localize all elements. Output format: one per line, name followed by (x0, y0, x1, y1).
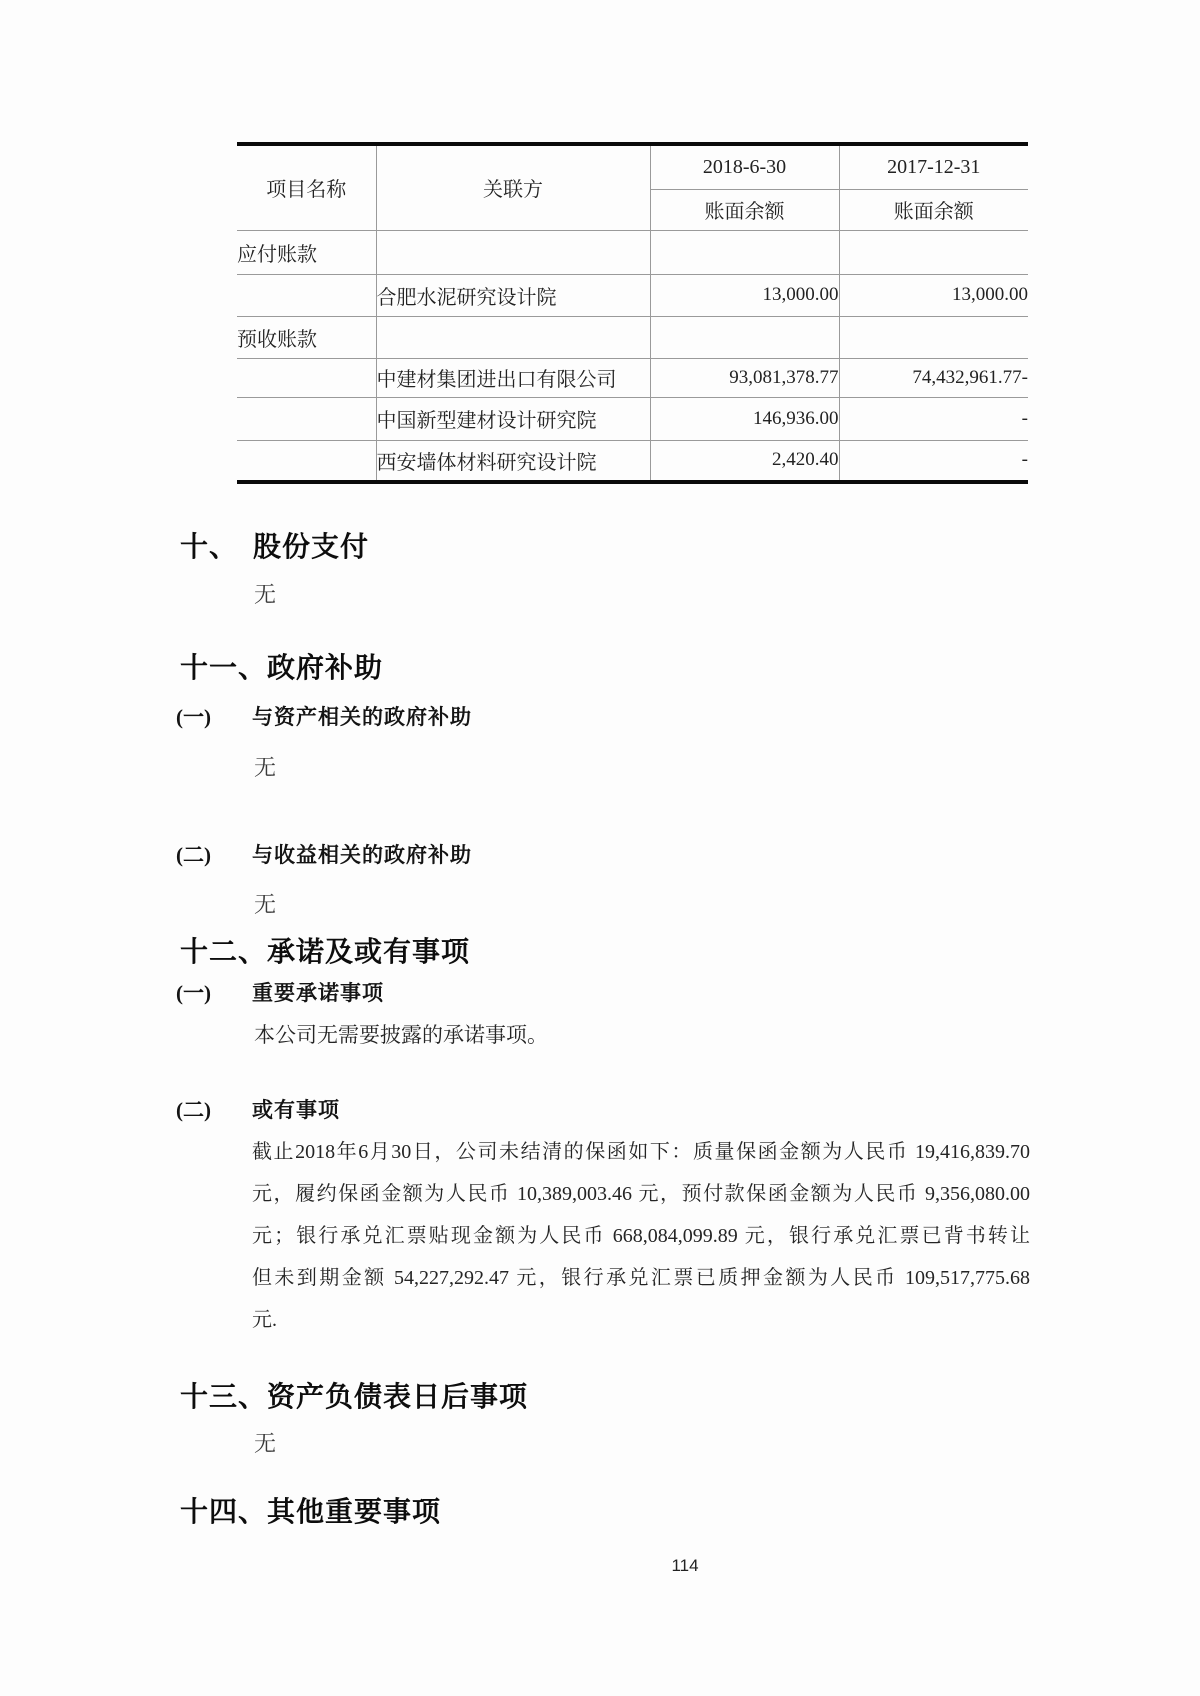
cell-item-name (237, 397, 376, 440)
table-row (237, 397, 1028, 440)
subsection-title: 重要承诺事项 (252, 982, 384, 1005)
section-title: 承诺及或有事项 (267, 936, 471, 967)
cell-related-party: 中国新型建材设计研究院 (376, 397, 650, 440)
section-title: 政府补助 (267, 652, 384, 683)
section-number: 十、 (180, 531, 239, 562)
section-heading-12 (180, 935, 470, 969)
none-text: 无 (254, 582, 277, 607)
subsection-title: 与资产相关的政府补助 (252, 706, 472, 729)
cell-related-party: 中建材集团进出口有限公司 (376, 358, 650, 397)
cell-related-party (376, 316, 650, 358)
cell-item-name (237, 440, 376, 480)
section-number: 十二、 (180, 936, 268, 967)
section-heading-14 (180, 1495, 441, 1529)
section-number: 十四、 (180, 1496, 268, 1527)
cell-balance-2017 (839, 230, 1028, 274)
table-row (237, 358, 1028, 397)
cell-balance-2017: 74,432,961.77- (839, 358, 1028, 397)
cell-related-party: 合肥水泥研究设计院 (376, 274, 650, 316)
table-row (237, 274, 1028, 316)
section-heading-11 (180, 651, 383, 685)
paragraph-line: 元；银行承兑汇票贴现金额为人民币 668,084,099.89 元，银行承兑汇票已背书转让 (252, 1225, 1030, 1247)
cell-related-party (376, 230, 650, 274)
table-header-row (237, 146, 1028, 189)
col-header-book-balance-2018: 账面余额 (650, 189, 839, 230)
col-header-date-2018: 2018-6-30 (650, 146, 839, 189)
cell-balance-2018: 13,000.00 (650, 274, 839, 316)
col-header-book-balance-2017: 账面余额 (839, 189, 1028, 230)
section-title: 其他重要事项 (267, 1496, 442, 1527)
cell-balance-2017 (839, 316, 1028, 358)
paragraph-line: 元，履约保函金额为人民币 10,389,003.46 元，预付款保函金额为人民币 9,356,080.00 (252, 1183, 1030, 1205)
table-row (237, 230, 1028, 274)
section-heading-10 (180, 530, 369, 564)
cell-item-name: 应付账款 (237, 230, 376, 274)
none-text: 无 (254, 892, 277, 917)
section-title: 资产负债表日后事项 (267, 1381, 529, 1412)
table-row (237, 440, 1028, 480)
section-heading-13 (180, 1380, 528, 1414)
cell-related-party: 西安墙体材料研究设计院 (376, 440, 650, 480)
cell-item-name (237, 274, 376, 316)
paragraph-line: 元. (252, 1309, 277, 1331)
section-number: 十三、 (180, 1381, 268, 1412)
related-party-balances-table (237, 142, 1028, 484)
subsection-heading (176, 703, 472, 732)
col-header-item-name: 项目名称 (237, 146, 376, 230)
col-header-date-2017: 2017-12-31 (839, 146, 1028, 189)
subsection-number: (一) (176, 705, 211, 729)
cell-balance-2018 (650, 316, 839, 358)
commitment-statement: 本公司无需要披露的承诺事项。 (254, 1023, 548, 1047)
subsection-heading (176, 841, 472, 870)
subsection-number: (二) (176, 1098, 211, 1122)
subsection-title: 或有事项 (252, 1099, 340, 1122)
cell-item-name (237, 358, 376, 397)
paragraph-line: 截止2018年6月30日，公司未结清的保函如下：质量保函金额为人民币 19,416,839.70 (252, 1141, 1030, 1163)
subsection-number: (二) (176, 843, 211, 867)
cell-balance-2018: 146,936.00 (650, 397, 839, 440)
subsection-title: 与收益相关的政府补助 (252, 844, 472, 867)
cell-balance-2018: 2,420.40 (650, 440, 839, 480)
none-text: 无 (254, 1431, 277, 1456)
cell-item-name: 预收账款 (237, 316, 376, 358)
cell-balance-2017: 13,000.00 (839, 274, 1028, 316)
page-number: 114 (671, 1556, 699, 1575)
col-header-related-party: 关联方 (376, 146, 650, 230)
paragraph-line: 但未到期金额 54,227,292.47 元，银行承兑汇票已质押金额为人民币 109,517,775.68 (252, 1267, 1030, 1289)
subsection-heading (176, 979, 384, 1008)
cell-balance-2018 (650, 230, 839, 274)
section-title: 股份支付 (253, 531, 370, 562)
cell-balance-2017: - (1021, 449, 1028, 471)
cell-balance-2018: 93,081,378.77 (650, 358, 839, 397)
none-text: 无 (254, 755, 277, 780)
subsection-heading (176, 1096, 340, 1125)
contingency-paragraph (252, 1131, 1030, 1341)
cell-balance-2017: - (839, 397, 1028, 440)
subsection-number: (一) (176, 981, 211, 1005)
section-number: 十一、 (180, 652, 268, 683)
table-row (237, 316, 1028, 358)
